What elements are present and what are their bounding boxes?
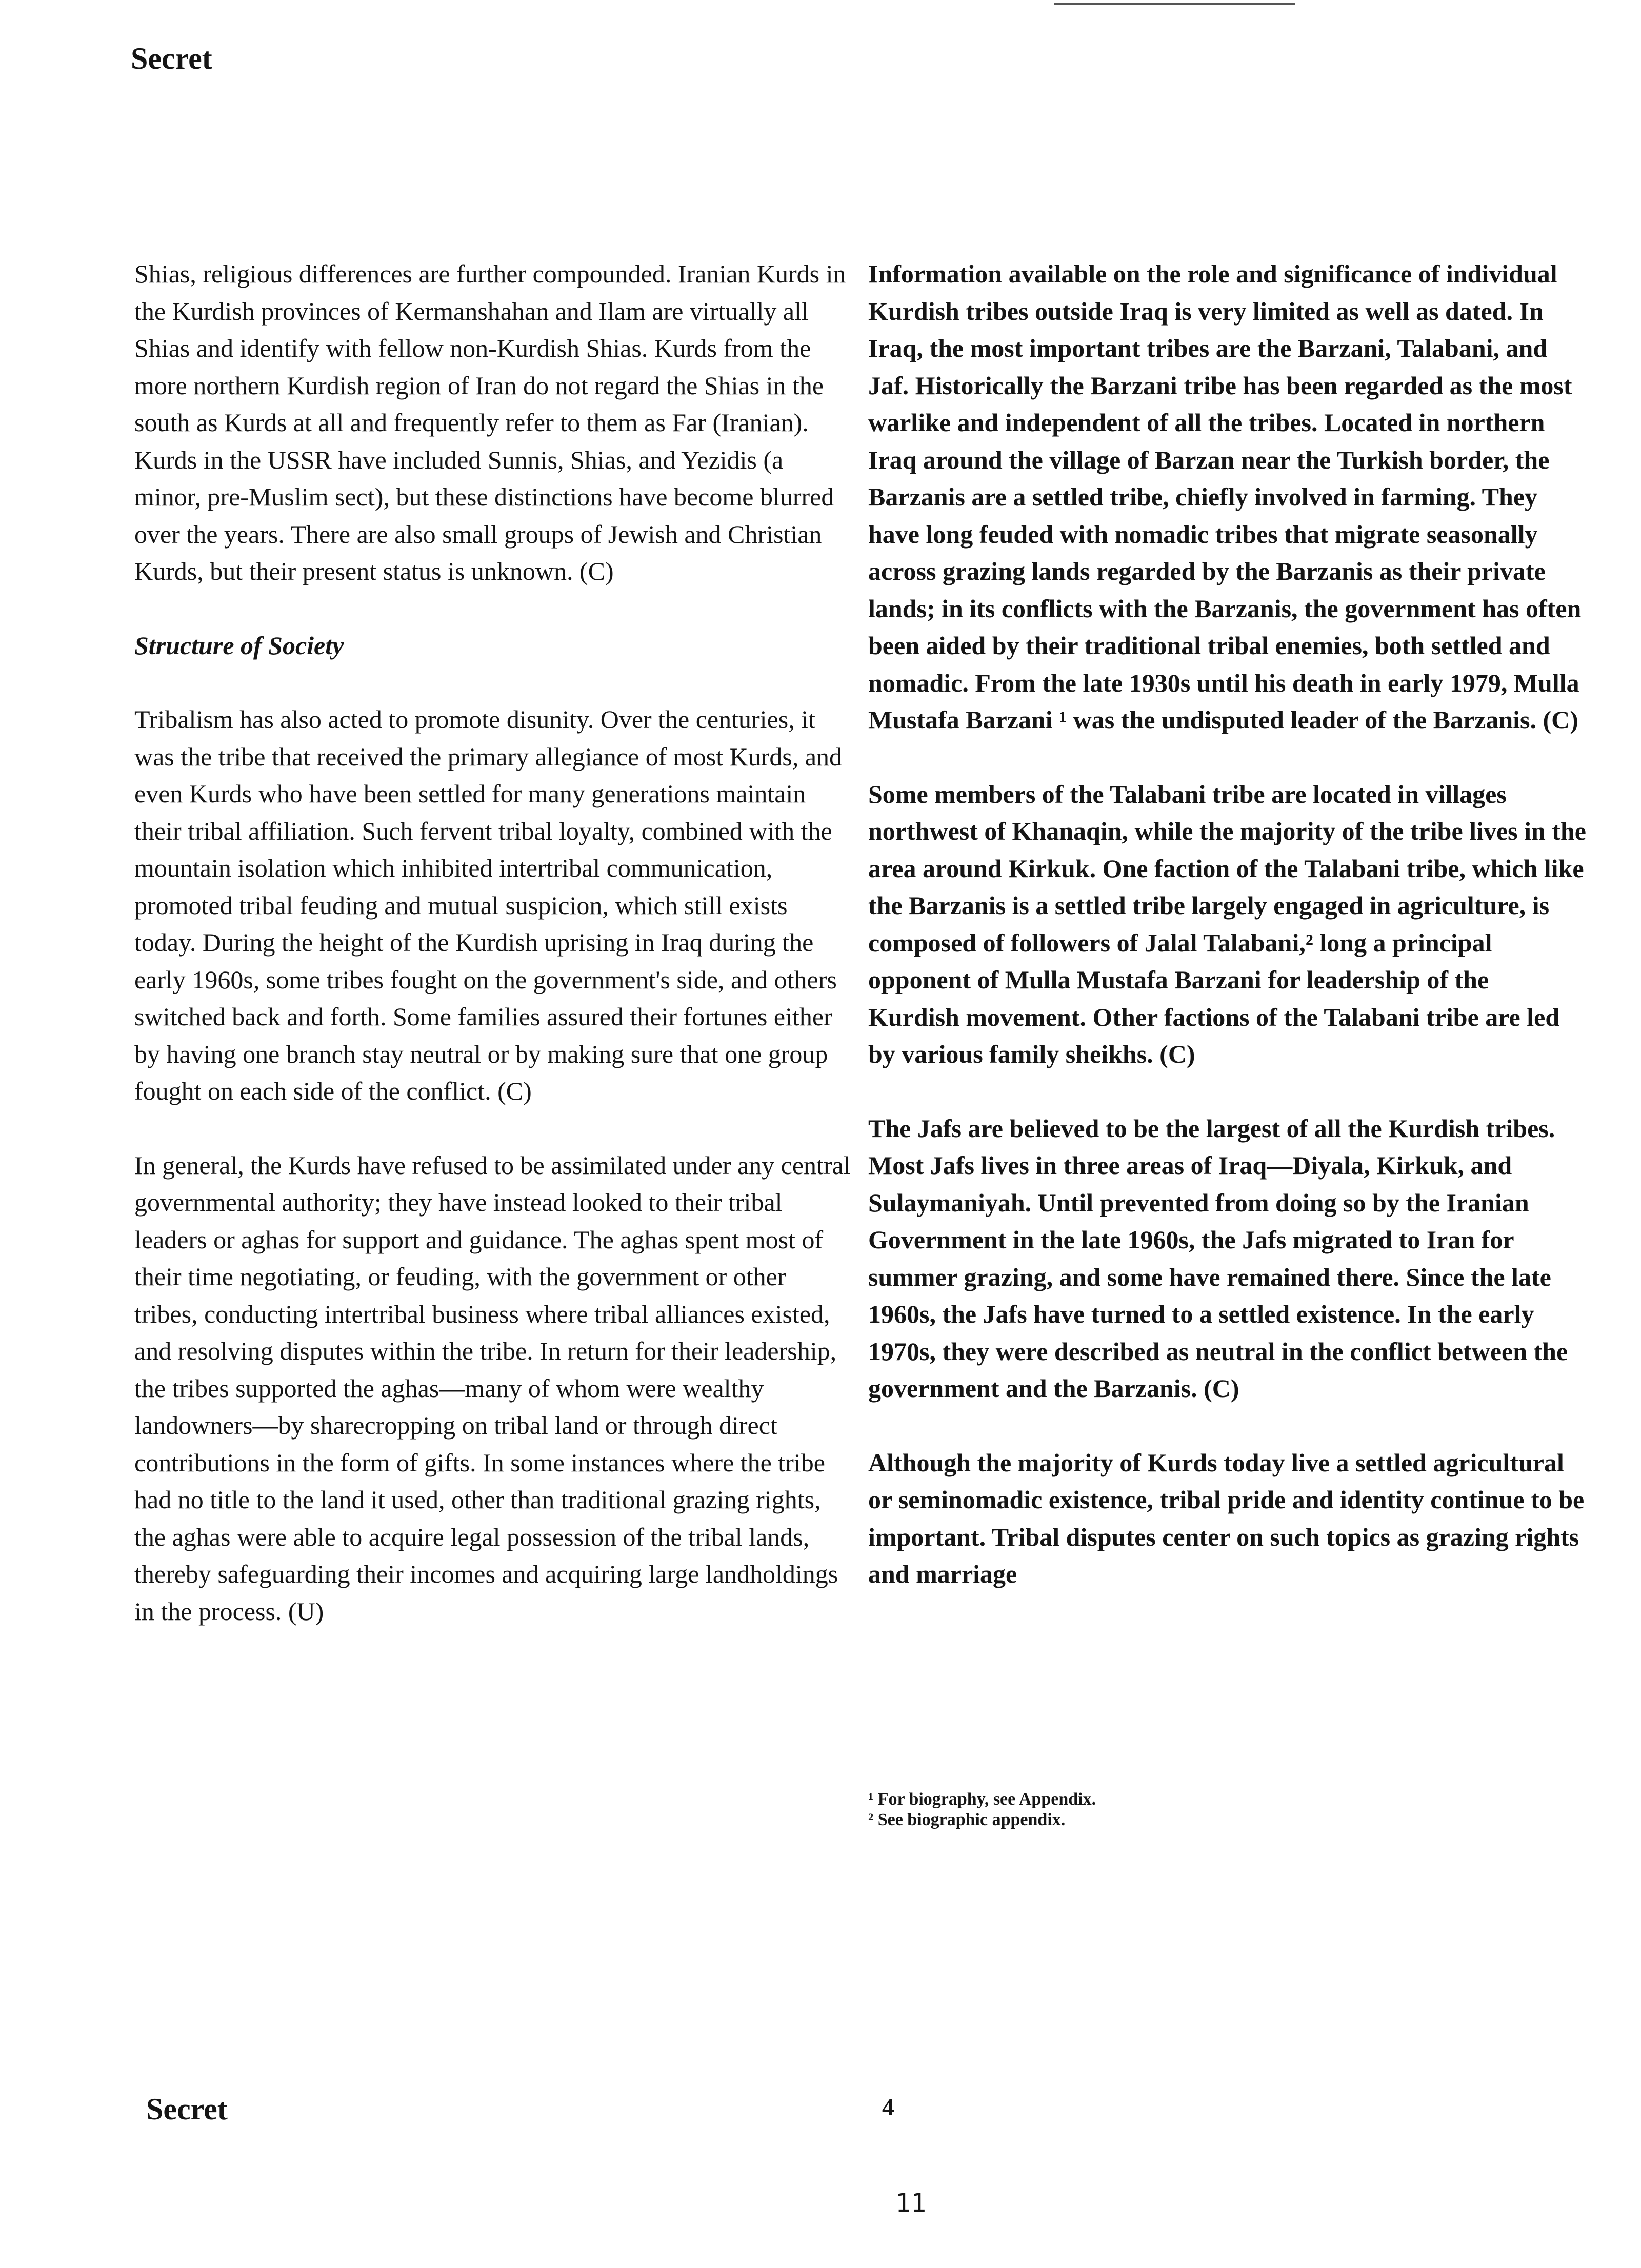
section-heading: Structure of Society	[134, 631, 344, 660]
right-paragraph-2: Some members of the Talabani tribe are located in villages northwest of Khanaqin, while the majority of the tribe lives in the area around Kirkuk. One faction of the Talabani tribe, which like the Barzanis is a settled tribe largely engaged in agriculture, is composed of followers of Jalal Talabani,² long a principal opponent of Mulla Mustafa Barzani for leadership of the Kurdish movement. Other factions of the Talabani tribe are led by various family sheikhs. (C)	[868, 779, 1586, 1068]
footnotes	[868, 1789, 1535, 1830]
footer-classification: Secret	[146, 2092, 228, 2126]
top-rule	[1054, 3, 1295, 5]
footnote-2: ² See biographic appendix.	[868, 1810, 1066, 1829]
left-paragraph-3: In general, the Kurds have refused to be assimilated under any central governmental authority; they have instead looked to their tribal leaders or aghas for support and guidance. The aghas spent most of their time negotiating, or feuding, with the government or other tribes, conducting intertribal business where tribal alliances existed, and resolving disputes within the tribe. In return for their leadership, the tribes supported the aghas—many of whom were wealthy landowners—by sharecropping on tribal land or through direct contributions in the form of gifts. In some instances where the tribe had no title to the land it used, other than traditional grazing rights, the aghas were able to acquire legal possession of the tribal lands, thereby safeguarding their incomes and acquiring large landholdings in the process. (U)	[134, 1150, 851, 1626]
left-paragraph-1: Shias, religious differences are further compounded. Iranian Kurds in the Kurdish provinces of Kermanshahan and Ilam are virtually all Shias and identify with fellow non-Kurdish Shias. Kurds from the more northern Kurdish region of Iran do not regard the Shias in the south as Kurds at all and frequently refer to them as Far (Iranian). Kurds in the USSR have included Sunnis, Shias, and Yezidis (a minor, pre-Muslim sect), but these distinctions have become blurred over the years. There are also small groups of Jewish and Christian Kurds, but their present status is unknown. (C)	[134, 259, 846, 585]
header-classification: Secret	[131, 42, 212, 75]
right-paragraph-3: The Jafs are believed to be the largest of all the Kurdish tribes. Most Jafs lives in three areas of Iraq—Diyala, Kirkuk, and Sulaymaniyah. Until prevented from doing so by the Iranian Government in the late 1960s, the Jafs migrated to Iran for summer grazing, and some have remained there. Since the late 1960s, the Jafs have turned to a settled existence. In the early 1970s, they were described as neutral in the conflict between the government and the Barzanis. (C)	[868, 1113, 1568, 1403]
right-paragraph-1: Information available on the role and significance of individual Kurdish tribes outside Iraq is very limited as well as dated. In Iraq, the most important tribes are the Barzani, Talabani, and Jaf. Historically the Barzani tribe has been regarded as the most warlike and independent of all the tribes. Located in northern Iraq around the village of Barzan near the Turkish border, the Barzanis are a settled tribe, chiefly involved in farming. They have long feuded with nomadic tribes that migrate seasonally across grazing lands regarded by the Barzanis as their private lands; in its conflicts with the Barzanis, the government has often been aided by their traditional tribal enemies, both settled and nomadic. From the late 1930s until his death in early 1979, Mulla Mustafa Barzani ¹ was the undisputed leader of the Barzanis. (C)	[868, 259, 1582, 734]
footnote-1: ¹ For biography, see Appendix.	[868, 1790, 1096, 1809]
document-page-number: 11	[895, 2188, 927, 2218]
left-column	[134, 255, 852, 1667]
right-paragraph-4: Although the majority of Kurds today live a settled agricultural or seminomadic existence, tribal pride and identity continue to be important. Tribal disputes center on such topics as grazing rights and marriage	[868, 1448, 1585, 1588]
right-column	[868, 255, 1586, 1630]
left-paragraph-2: Tribalism has also acted to promote disunity. Over the centuries, it was the tribe that received the primary allegiance of most Kurds, and even Kurds who have been settled for many generations maintain their tribal affiliation. Such fervent tribal loyalty, combined with the mountain isolation which inhibited intertribal communication, promoted tribal feuding and mutual suspicion, which still exists today. During the height of the Kurdish uprising in Iraq during the early 1960s, some tribes fought on the government's side, and others switched back and forth. Some families assured their fortunes either by having one branch stay neutral or by making sure that one group fought on each side of the conflict. (C)	[134, 705, 843, 1105]
page-number: 4	[882, 2094, 894, 2121]
